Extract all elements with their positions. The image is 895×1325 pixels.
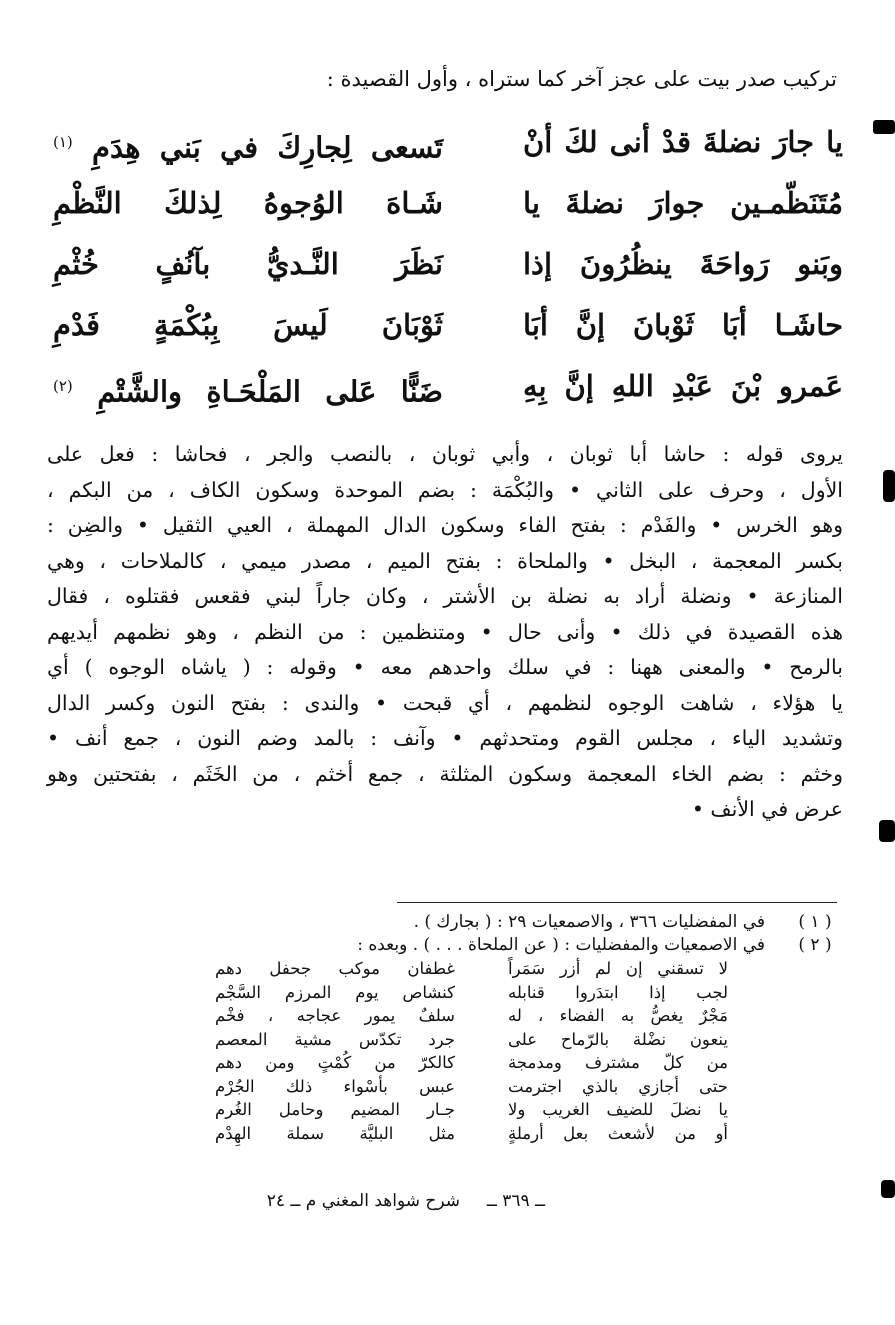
- verse-first-hemistich: عَمرو بْنَ عَبْدِ اللهِ إنَّ بِهِ: [523, 369, 843, 403]
- footnote-verse: [45, 1075, 845, 1099]
- margin-ink-mark: [883, 470, 895, 502]
- footnote-verse: [45, 1098, 845, 1122]
- verse-second-hemistich: [53, 362, 443, 416]
- verse-first-hemistich: وبَنو رَواحَةَ ينظُرُونَ إذا: [523, 247, 843, 281]
- footnote-verse: [45, 1004, 845, 1028]
- footnote-verse-first: لا تسقني إن لم أزر سَمَراً: [508, 959, 728, 978]
- footnote-text: في الاصمعيات والمفضليات : ( عن الملحاة . . . ) . وبعده :: [357, 935, 765, 955]
- verse-second-hemistich: [53, 118, 443, 172]
- footnote-verse-first: ينعون نضْلة بالرّماح على: [508, 1029, 728, 1049]
- footnote-verse-first: حتى أجازي بالذي اجترمت: [508, 1076, 728, 1096]
- poem-verse: [43, 179, 843, 240]
- margin-ink-mark: [873, 120, 895, 134]
- poem: [43, 118, 843, 423]
- footnote-verse-first: مَجْرٌ يغصُّ به الفضاء ، له: [508, 1006, 728, 1025]
- margin-ink-mark: [881, 1180, 895, 1198]
- footnote-verse-first: يا نضلَ للضيف الغريب ولا: [508, 1100, 728, 1119]
- footnote-verse: [45, 981, 845, 1005]
- commentary-line: المنازعة • ونضلة أراد به نضلة بن الأشتر ، وكان جاراً لبني فقعس فقتلوه ، فقال: [47, 584, 843, 608]
- commentary-line: هذه القصيدة في ذلك • وأنى حال • ومتنظمين : من النظم ، وهو نظمهم أيديهم: [47, 619, 843, 644]
- verse-second-hemistich: نَظَرَ النَّـديُّ بآنُفٍ خُثْمِ: [53, 247, 443, 281]
- verse-text: تَسعى لِجارِكَ في بَني هِدَمِ: [92, 130, 443, 165]
- footnote-verse-second: عبس بأسْواء ذلك الجُرْم: [215, 1076, 455, 1096]
- verse-second-hemistich: ثَوْبَانَ لَيسَ بِبُكْمَةٍ فَدْمِ: [53, 308, 443, 342]
- verse-first-hemistich: حاشَـا أبَا ثَوْبانَ إنَّ أبَا: [523, 308, 843, 342]
- margin-ink-mark: [879, 820, 895, 842]
- footnote-verse: [45, 957, 845, 981]
- commentary-line: وخثم : بضم الخاء المعجمة وسكون المثلثة ، جمع أخثم ، من الخَثَم ، بفتحتين وهو: [47, 761, 843, 786]
- commentary-line: بكسر المعجمة ، البخل • والملحاة : بفتح الميم ، مصدر ميمي ، كالملاحات ، وهي: [47, 548, 843, 573]
- page-number: ــ ٣٦٩ ــ: [486, 1191, 545, 1211]
- poem-verse: [43, 118, 843, 179]
- footnote-divider: [397, 902, 837, 903]
- footnote-number: ( ٢ ): [798, 935, 832, 955]
- commentary-line: عرض في الأنف •: [691, 797, 843, 821]
- commentary: [47, 437, 843, 828]
- footnote-verse-first: لجب إذا ابتدَروا قنابله: [508, 982, 728, 1002]
- footnote-verse-second: سلفٌ يمور عجاجه ، فخْم: [215, 1006, 455, 1025]
- commentary-line: بالرمح • والمعنى ههنا : في سلك واحدهم معه • وقوله : ( ياشاه الوجوه ) أي: [47, 655, 843, 679]
- page-footer: [45, 1191, 845, 1217]
- commentary-line: يا هؤلاء ، شاهت الوجوه لنظمهم ، أي قبحت • والندى : بفتح النون وكسر الدال: [47, 690, 843, 715]
- footnote-verse-second: غطفان موكب جحفل دهم: [215, 959, 455, 978]
- footnote-verse-second: جرد تكدّس مشية المعصم: [215, 1029, 455, 1049]
- footnotes: [45, 911, 845, 957]
- footnote-poem: [45, 957, 845, 1145]
- verse-text: ضَنًّا عَلى المَلْحَـاةِ والشَّتْمِ: [97, 374, 443, 409]
- footnote-verse-first: أو من لأشعث بعل أرملةٍ: [508, 1123, 728, 1143]
- verse-first-hemistich: يا جارَ نضلةَ قدْ أنى لكَ أنْ: [523, 125, 843, 159]
- verse-second-hemistich: شَـاهَ الوُجوهُ لِذلكَ النَّظْمِ: [53, 186, 443, 220]
- footnote-verse: [45, 1028, 845, 1052]
- poem-verse: [43, 301, 843, 362]
- footnote-verse-second: كنشاص يوم المرزم السَّجْم: [215, 982, 455, 1002]
- verse-first-hemistich: مُتَنَظّمـين جوارَ نضلةَ يا: [523, 186, 843, 220]
- footnote-verse: [45, 1122, 845, 1146]
- footnote-ref[interactable]: (١): [53, 133, 73, 151]
- footnote-verse-second: جـار المضيم وحامل الغُرم: [215, 1100, 455, 1119]
- footnote: [45, 934, 845, 957]
- commentary-line: الأول ، وحرف على الثاني • والبُكْمَة : بضم الموحدة وسكون الكاف ، من البكم ،: [47, 477, 843, 502]
- commentary-line: يروى قوله : حاشا أبا ثوبان ، وأبي ثوبان ، بالنصب والجر ، فحاشا : فعل على: [47, 442, 843, 466]
- poem-verse: [43, 362, 843, 423]
- commentary-line: وهو الخرس • والفَدْم : بفتح الفاء وسكون الدال المهملة ، العيي الثقيل • والضِن :: [47, 513, 843, 537]
- footnote-verse-second: مثل البليَّة سملة الهِدْم: [215, 1123, 455, 1143]
- commentary-line: وتشديد الياء ، مجلس القوم ومتحدثهم • وآنف : بالمد وضم النون ، جمع أنف •: [47, 726, 843, 750]
- poem-verse: [43, 240, 843, 301]
- footnote-ref[interactable]: (٢): [53, 377, 73, 395]
- footnote-verse-second: كالكرّ من كُمْتٍ ومن دهم: [215, 1053, 455, 1072]
- footnote-number: ( ١ ): [798, 912, 832, 932]
- book-reference: شرح شواهد المغني م ــ ٢٤: [266, 1191, 460, 1211]
- footnote-verse-first: من كلّ مشترف ومدمجة: [508, 1053, 728, 1072]
- footnote-verse: [45, 1051, 845, 1075]
- footnote: [45, 911, 845, 934]
- footnote-text: في المفضليات ٣٦٦ ، والاصمعيات ٢٩ : ( بجارك ) .: [413, 912, 765, 932]
- intro-line: تركيب صدر بيت على عجز آخر كما ستراه ، وأول القصيدة :: [326, 67, 837, 91]
